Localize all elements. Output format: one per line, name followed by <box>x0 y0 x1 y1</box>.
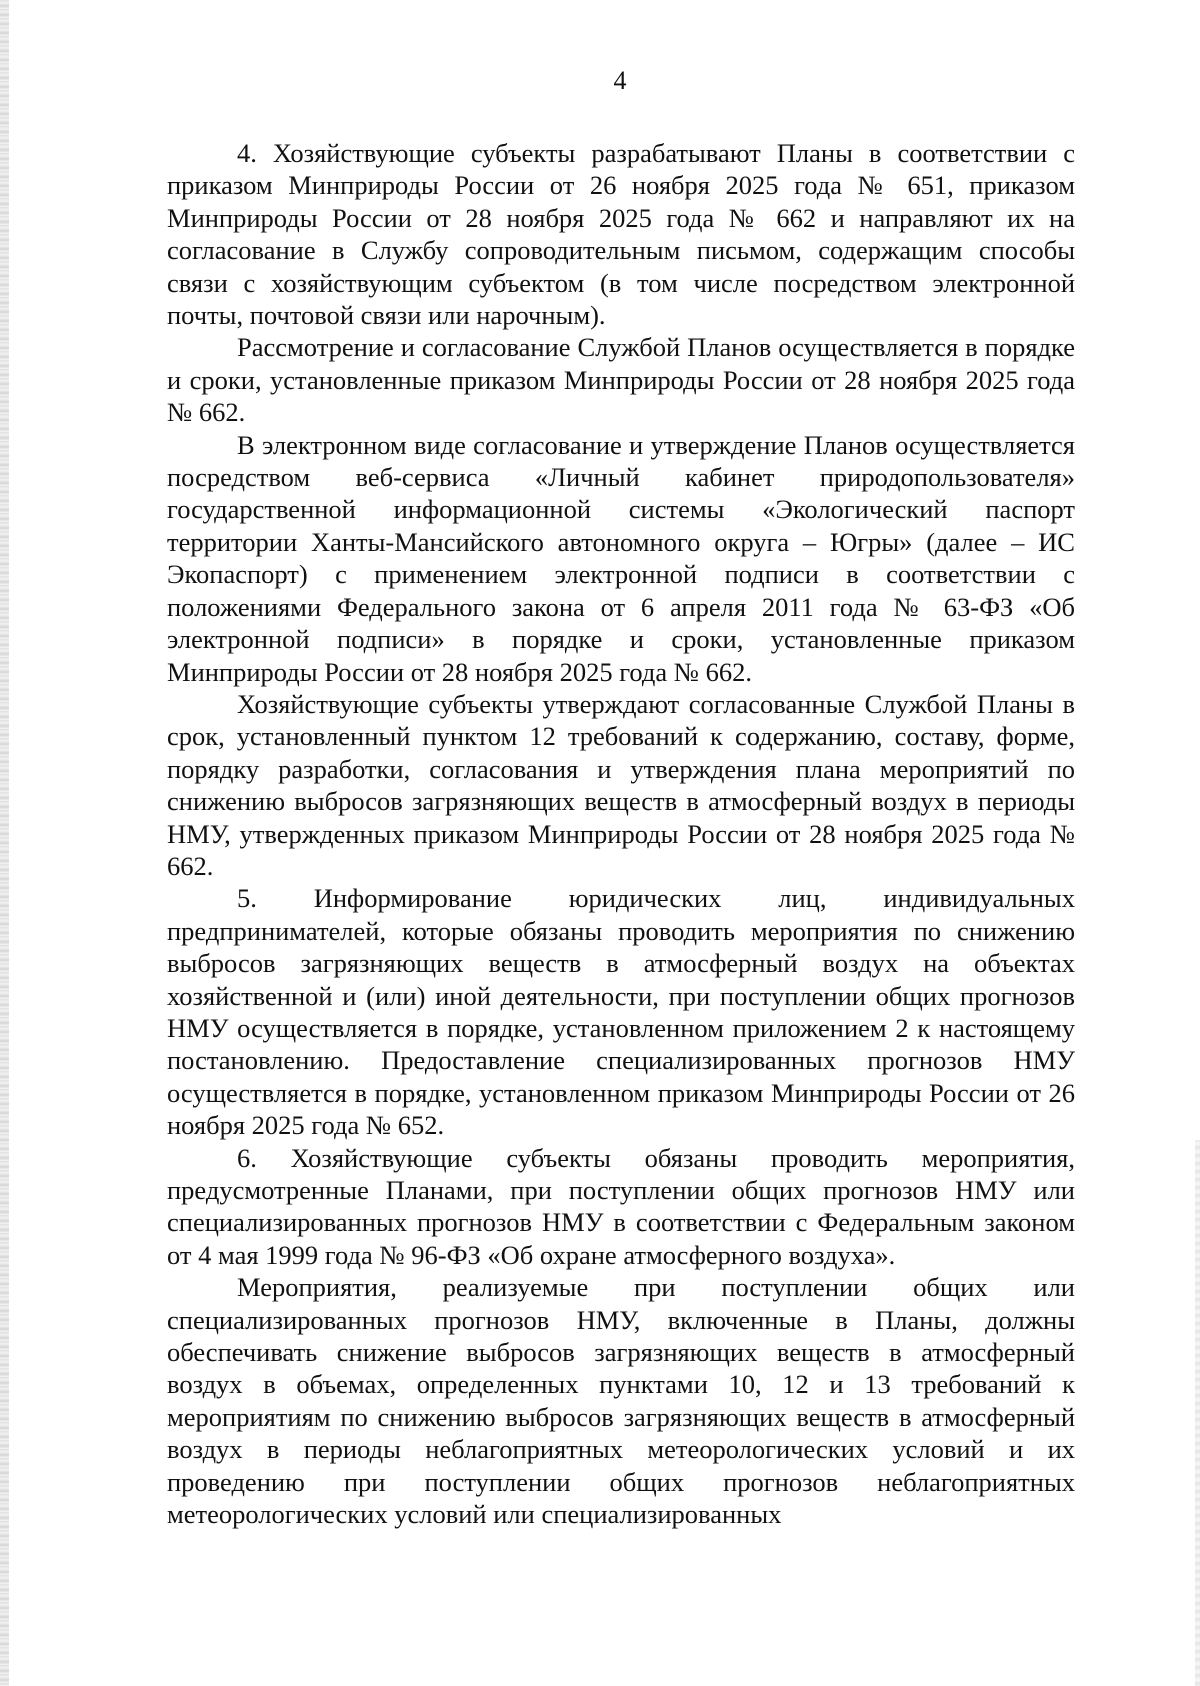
paragraph-approval-deadline: Хозяйствующие субъекты утверждают согласованные Службой Планы в срок, установленный пунктом 12 требований к содержанию, составу, форме, порядку разработки, согласования и утверждения плана мероприятий по снижению выбросов загрязняющих веществ в атмосферный воздух в периоды НМУ, утвержденных приказом Минприроды России от 28 ноября 2025 года № 662. <box>167 688 1075 881</box>
paragraph-review: Рассмотрение и согласование Службой Планов осуществляется в порядке и сроки, установленные приказом Минприроды России от 28 ноября 2025 года № 662. <box>167 332 1075 428</box>
page-number: 4 <box>613 66 627 95</box>
document-body <box>167 137 1075 1530</box>
paragraph-measures: Мероприятия, реализуемые при поступлении общих или специализированных прогнозов НМУ, включенные в Планы, должны обеспечивать снижение выбросов загрязняющих веществ в атмосферный воздух в объемах, определенных пунктами 10, 12 и 13 требований к мероприятиям по снижению выбросов загрязняющих веществ в атмосферный воздух в периоды неблагоприятных метеорологических условий и их проведению при поступлении общих прогнозов неблагоприятных метеорологических условий или специализированных <box>167 1272 1075 1530</box>
paragraph-electronic-approval: В электронном виде согласование и утверждение Планов осуществляется посредством веб-сервиса «Личный кабинет природопользователя» государственной информационной системы «Экологический паспорт территории Ханты-Мансийского автономного округа – Югры» (далее – ИС Экопаспорт) с применением электронной подписи в соответствии с положениями Федерального закона от 6 апреля 2011 года № 63-ФЗ «Об электронной подписи» в порядке и сроки, установленные приказом Минприроды России от 28 ноября 2025 года № 662. <box>167 429 1075 687</box>
paragraph-item-5: 5. Информирование юридических лиц, индивидуальных предпринимателей, которые обязаны проводить мероприятия по снижению выбросов загрязняющих веществ в атмосферный воздух на объектах хозяйственной и (или) иной деятельности, при поступлении общих прогнозов НМУ осуществляется в порядке, установленном приложением 2 к настоящему постановлению. Предоставление специализированных прогнозов НМУ осуществляется в порядке, установленном приказом Минприроды России от 26 ноября 2025 года № 652. <box>167 883 1075 1141</box>
scan-edge-left <box>0 0 9 1686</box>
scan-edge-right <box>1195 1140 1200 1686</box>
paragraph-item-6: 6. Хозяйствующие субъекты обязаны проводить мероприятия, предусмотренные Планами, при поступлении общих прогнозов НМУ или специализированных прогнозов НМУ в соответствии с Федеральным законом от 4 мая 1999 года № 96-ФЗ «Об охране атмосферного воздуха». <box>167 1142 1075 1270</box>
paragraph-item-4: 4. Хозяйствующие субъекты разрабатывают Планы в соответствии с приказом Минприроды России от 26 ноября 2025 года № 651, приказом Минприроды России от 28 ноября 2025 года № 662 и направляют их на согласование в Службу сопроводительным письмом, содержащим способы связи с хозяйствующим субъектом (в том числе посредством электронной почты, почтовой связи или нарочным). <box>167 138 1075 331</box>
